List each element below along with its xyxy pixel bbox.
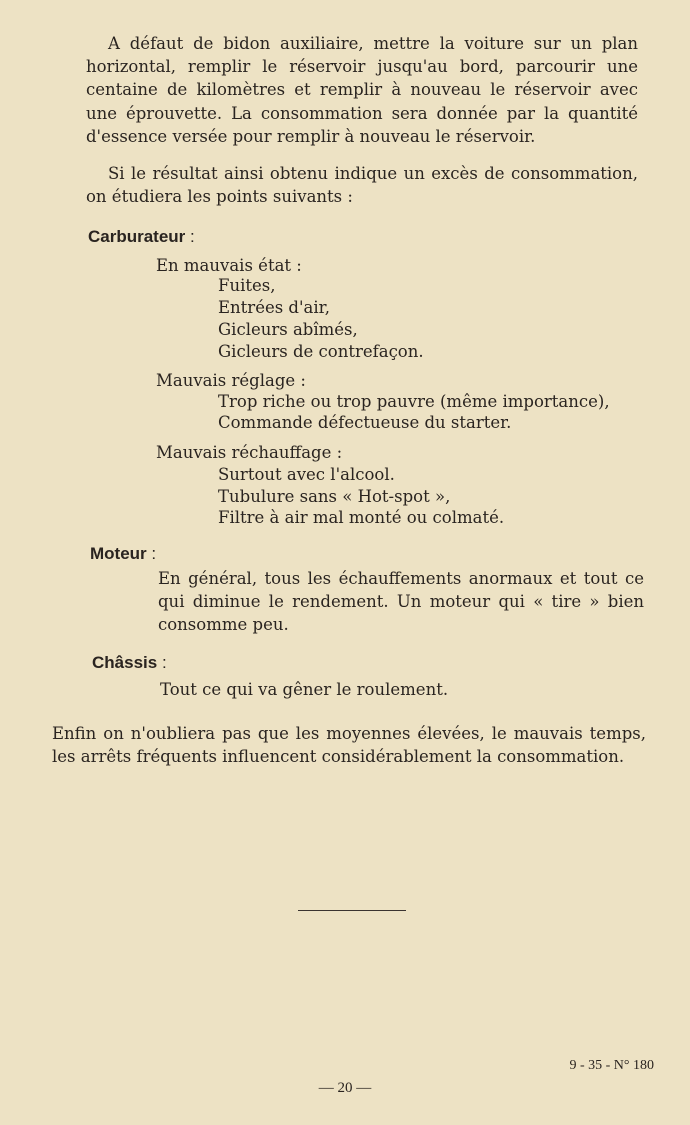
divider-rule [298, 910, 406, 911]
chassis-title: Châssis [92, 653, 158, 672]
intro-paragraph: A défaut de bidon auxiliaire, mettre la voiture sur un plan horizontal, remplir le réservoir jusqu'au bord, parcourir une centaine de kilomètres et remplir à nouveau le réservoir avec une éprouvette. La consommation sera donnée par la quantité d'essence versée pour remplir à nouveau le réservoir. [86, 34, 638, 146]
list-item: Commande défectueuse du starter. [218, 413, 512, 432]
moteur-colon: : [151, 544, 157, 563]
intro-paragraph-2: Si le résultat ainsi obtenu indique un excès de consommation, on étudiera les points suivants : [86, 164, 638, 207]
chassis-text: Tout ce qui va gêner le roulement. [160, 680, 449, 699]
list-item: Tubulure sans « Hot-spot », [218, 487, 451, 506]
page-number: — 20 — [318, 1080, 372, 1096]
carburateur-title: Carburateur [88, 227, 186, 246]
list-item: Gicleurs de contrefaçon. [218, 342, 424, 361]
list-item: Gicleurs abîmés, [218, 320, 358, 339]
mauvais-rechauffage-label: Mauvais réchauffage : [156, 443, 343, 462]
list-item: Filtre à air mal monté ou colmaté. [218, 508, 505, 527]
moteur-heading [90, 544, 156, 564]
moteur-title: Moteur [90, 544, 147, 563]
chassis-colon: : [161, 653, 167, 672]
document-code: 9 - 35 - N° 180 [569, 1058, 654, 1073]
list-item: Surtout avec l'alcool. [218, 465, 395, 484]
mauvais-reglage-label: Mauvais réglage : [156, 371, 306, 390]
list-item: Entrées d'air, [218, 298, 330, 317]
carburateur-heading [88, 227, 195, 247]
list-item: Trop riche ou trop pauvre (même importance), [218, 392, 610, 411]
mauvais-etat-label: En mauvais état : [156, 256, 302, 275]
conclusion-paragraph: Enfin on n'oubliera pas que les moyennes élevées, le mauvais temps, les arrêts fréquents influencent considérablement la consommation. [52, 724, 646, 767]
chassis-heading [92, 653, 167, 673]
carburateur-colon: : [190, 227, 195, 246]
moteur-paragraph: En général, tous les échauffements anormaux et tout ce qui diminue le rendement. Un moteur qui « tire » bien consomme peu. [158, 569, 644, 635]
list-item: Fuites, [218, 276, 276, 295]
